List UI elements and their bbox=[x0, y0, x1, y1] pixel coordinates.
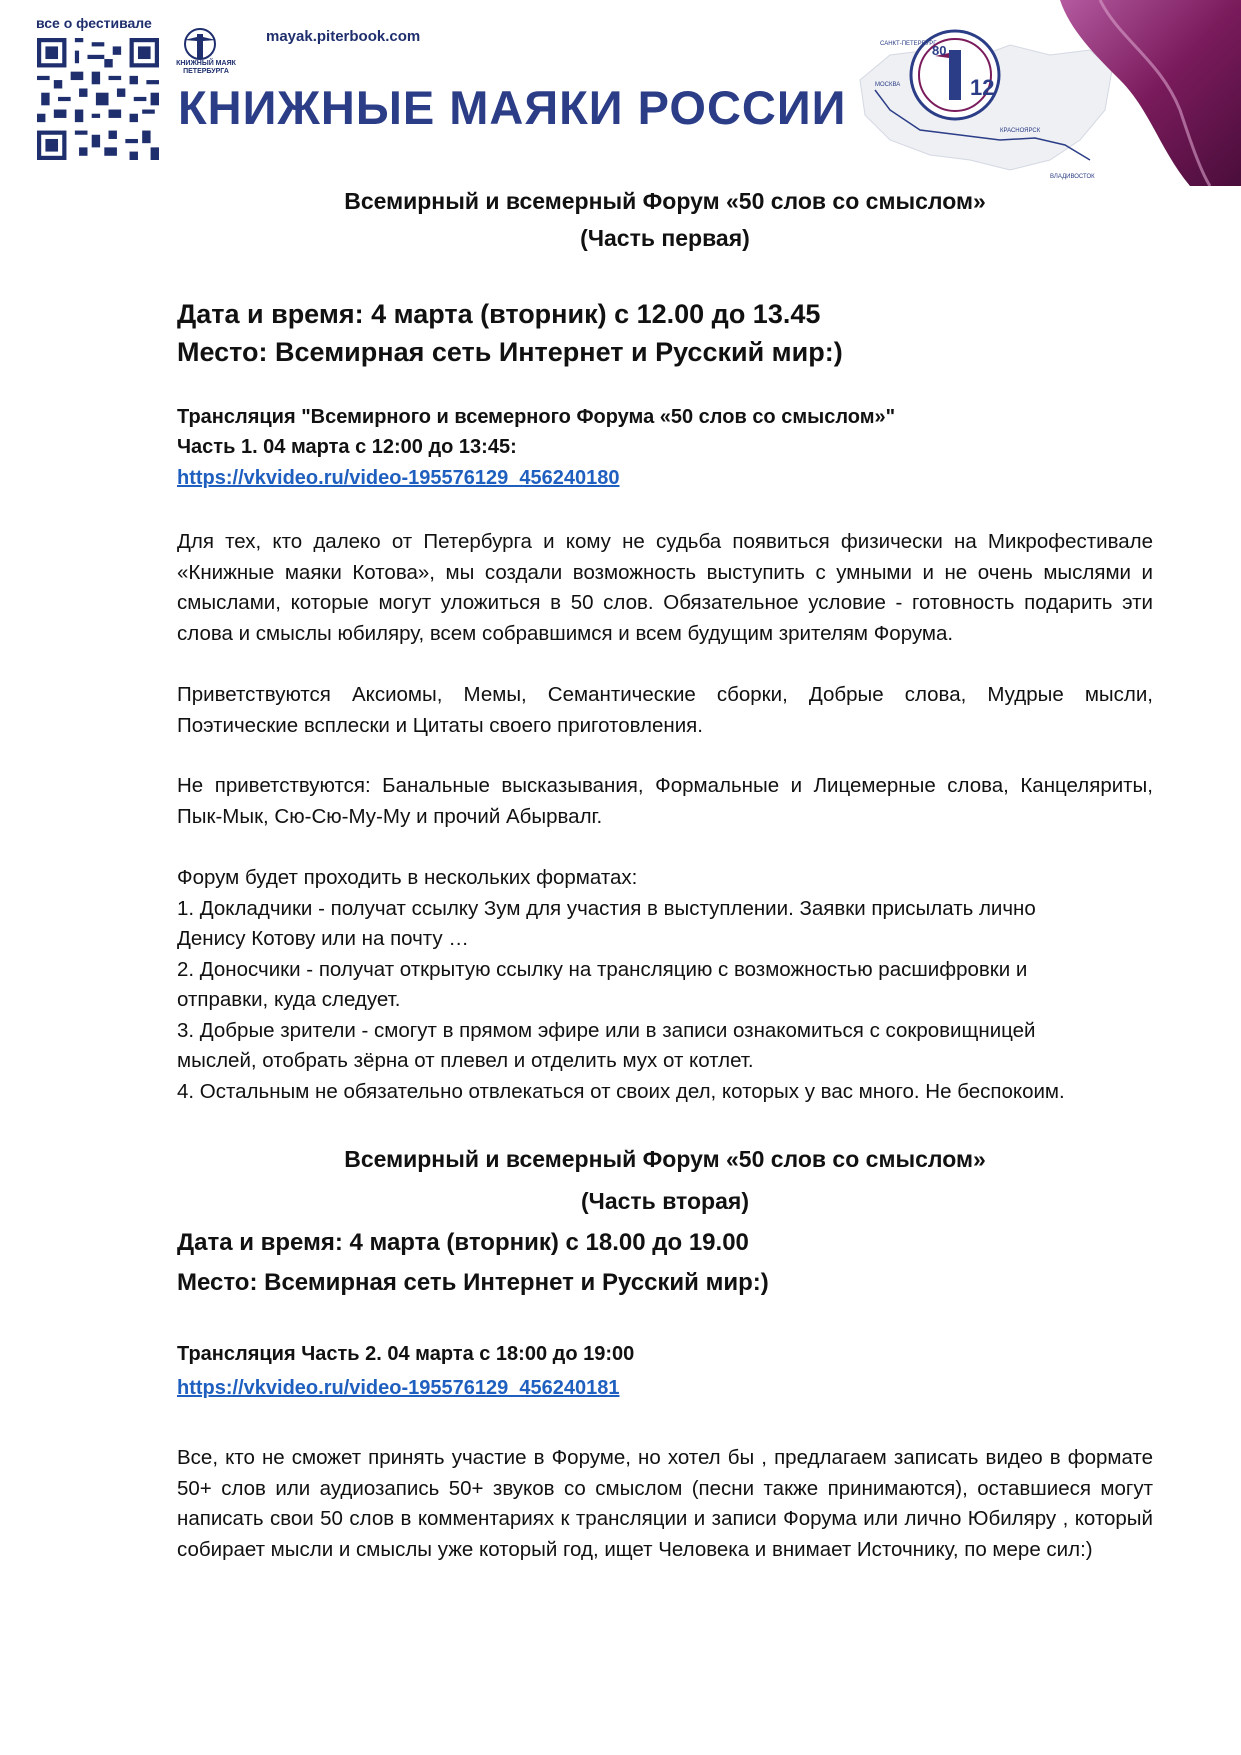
map-label-krasnoyarsk: КРАСНОЯРСК bbox=[1000, 128, 1041, 134]
logo-text: КНИЖНЫЙ МАЯК ПЕТЕРБУРГА bbox=[176, 60, 236, 75]
formats-intro: Форум будет проходить в нескольких форматах: bbox=[177, 866, 638, 889]
brand-title: КНИЖНЫЕ МАЯКИ РОССИИ bbox=[178, 81, 847, 134]
format-item-2-line-2: отправки, куда следует. bbox=[177, 988, 401, 1011]
formats-list bbox=[177, 863, 1153, 1107]
site-url-link[interactable]: mayak.piterbook.com bbox=[266, 28, 421, 45]
part2-place: Место: Всемирная сеть Интернет и Русский мир:) bbox=[177, 1269, 769, 1296]
map-label-vladivostok: ВЛАДИВОСТОК bbox=[1050, 174, 1095, 180]
part2-broadcast-time: Трансляция Часть 2. 04 марта с 18:00 до 19:00 bbox=[177, 1343, 635, 1365]
part2-title: Всемирный и всемерный Форум «50 слов со смыслом» bbox=[344, 1146, 986, 1172]
badge-number: 12 bbox=[970, 75, 995, 100]
part1-broadcast-title: Трансляция "Всемирного и всемерного Форума «50 слов со смыслом»" bbox=[177, 406, 896, 428]
qr-caption: все о фестивале bbox=[36, 15, 152, 31]
format-item-1-line-1: 1. Докладчики - получат ссылку Зум для участия в выступлении. Заявки присылать лично bbox=[177, 896, 1036, 920]
part1-welcome-paragraph: Приветствуются Аксиомы, Мемы, Семантические сборки, Добрые слова, Мудрые мысли, Поэтические всплески и Цитаты своего приготовления. bbox=[177, 683, 1153, 737]
qr-code-icon[interactable] bbox=[37, 38, 159, 160]
part1-subtitle: (Часть первая) bbox=[580, 225, 750, 251]
map-label-moscow: МОСКВА bbox=[875, 82, 901, 88]
decorative-petal-icon bbox=[1040, 0, 1241, 186]
format-item-2-line-1: 2. Доносчики - получат открытую ссылку на трансляцию с возможностью расшифровки и bbox=[177, 957, 1028, 981]
format-item-4-line-1: 4. Остальным не обязательно отвлекаться от своих дел, которых у вас много. Не беспокоим. bbox=[177, 1079, 1065, 1103]
part2-subtitle: (Часть вторая) bbox=[581, 1188, 749, 1214]
part1-video-link[interactable]: https://vkvideo.ru/video-195576129_456240180 bbox=[177, 467, 620, 489]
part2-datetime: Дата и время: 4 марта (вторник) с 18.00 до 19.00 bbox=[177, 1229, 749, 1256]
part2-closing-paragraph: Все, кто не сможет принять участие в Форуме, но хотел бы , предлагаем записать видео в формате 50+ слов или аудиозапись 50+ звуков со смыслом (песни также принимаются), оставшиеся могут написать свои 50 слов в комментариях к трансляции и записи Форума или лично Юбиляру , который собирает мысли и смыслы уже который год, ищет Человека и внимает Источнику, по мере сил:) bbox=[177, 1446, 1153, 1561]
format-item-3-line-1: 3. Добрые зрители - смогут в прямом эфире или в записи ознакомиться с сокровищницей bbox=[177, 1018, 1036, 1042]
map-label-spb: САНКТ-ПЕТЕРБУРГ bbox=[880, 41, 937, 47]
part1-place: Место: Всемирная сеть Интернет и Русский мир:) bbox=[177, 337, 843, 367]
part1-datetime: Дата и время: 4 марта (вторник) с 12.00 до 13.45 bbox=[177, 299, 821, 329]
part1-not-welcome-paragraph: Не приветствуются: Банальные высказывания, Формальные и Лицемерные слова, Канцеляриты, Пык-Мык, Сю-Сю-Му-Му и прочий Абырвалг. bbox=[177, 774, 1153, 828]
part1-broadcast-time: Часть 1. 04 марта с 12:00 до 13:45: bbox=[177, 436, 517, 458]
part2-video-link[interactable]: https://vkvideo.ru/video-195576129_456240181 bbox=[177, 1377, 620, 1399]
part1-title: Всемирный и всемерный Форум «50 слов со смыслом» bbox=[344, 188, 986, 214]
format-item-1-line-2: Денису Котову или на почту … bbox=[177, 927, 469, 950]
format-item-3-line-2: мыслей, отобрать зёрна от плевел и отделить мух от котлет. bbox=[177, 1049, 754, 1072]
part1-intro-paragraph: Для тех, кто далеко от Петербурга и кому не судьба появиться физически на Микрофестивале «Книжные маяки Котова», мы создали возможность выступить с умными и не очень мыслями и смыслами, которые могут уложиться в 50 слов. Обязательное условие - готовность подарить эти слова и смыслы юбиляру, всем собравшимся и всем будущим зрителям Форума. bbox=[177, 530, 1153, 645]
badge-percent: 80 bbox=[932, 43, 947, 58]
